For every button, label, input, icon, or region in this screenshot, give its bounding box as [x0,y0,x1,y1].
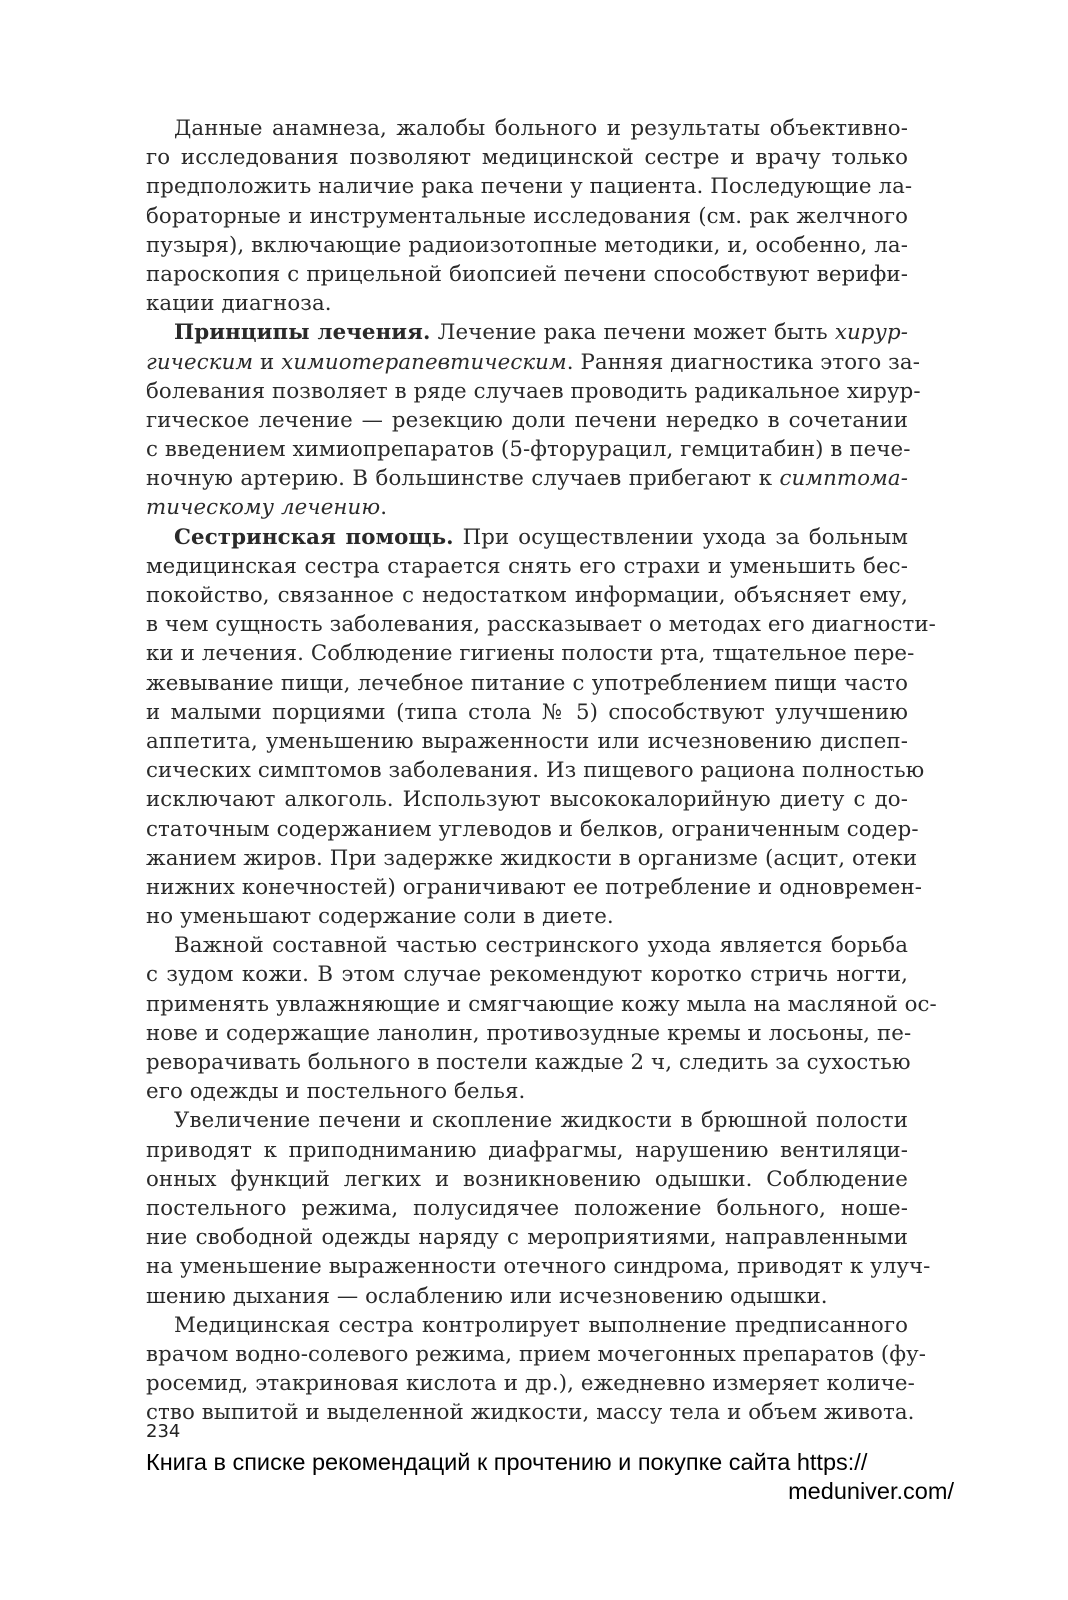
text-line [146,1194,908,1223]
text-line [146,815,919,844]
paragraph [146,1311,927,1428]
text-run: аппетита, уменьшению выраженности или исчезновению диспеп- [146,728,908,754]
text-run: гическое лечение — резекцию доли печени нередко в сочетании [146,407,908,433]
page-number: 234 [146,1421,181,1442]
text-run: медицинская сестра старается снять его страхи и уменьшить бес- [146,553,908,579]
text-run: статочным содержанием углеводов и белков, ограниченным содер- [146,816,919,842]
text-run: в чем сущность заболевания, рассказывает о методах его диагности- [146,612,936,638]
text-line [146,377,921,406]
text-run: с зудом кожи. В этом случае рекомендуют коротко стричь ногти, [146,962,908,988]
text-run: пароскопия с прицельной биопсией печени способствуют верифи- [146,261,908,287]
text-line [146,639,915,668]
text-run: Увеличение печени и скопление жидкости в брюшной полости [174,1108,908,1134]
text-line [146,552,908,581]
text-run: го исследования позволяют медицинской сестре и врачу только [146,145,908,171]
text-line [146,143,908,172]
italic-run: химиотерапевтическим [281,349,567,375]
text-run: ночную артерию. В большинстве случаев прибегают к [146,466,780,492]
italic-run: гическим [146,349,254,375]
italic-run: хирур- [834,320,908,346]
text-run: его одежды и постельного белья. [146,1079,526,1105]
text-run: предположить наличие рака печени у пациента. Последующие ла- [146,174,913,200]
italic-run: симптома- [779,466,908,492]
bold-run: Принципы лечения. [174,320,431,346]
text-line [146,1252,931,1281]
text-run: пузыря), включающие радиоизотопные методики, и, особенно, ла- [146,232,908,258]
bold-run: Сестринская помощь. [174,524,454,550]
text-line [146,581,908,610]
text-line [146,727,908,756]
text-line [146,931,908,960]
text-line [146,114,908,143]
text-line [146,1311,908,1340]
footer-line-1: Книга в списке рекомендаций к прочтению и покупке сайта https:// [146,1449,868,1475]
text-run: применять увлажняющие и смягчающие кожу мыла на масляной ос- [146,991,937,1017]
text-run: жанием жиров. При задержке жидкости в организме (асцит, отеки [146,845,918,871]
text-run: При осуществлении ухода за больным [453,524,908,550]
text-line [146,318,908,347]
text-line [146,669,908,698]
paragraph [146,318,921,522]
text-run: ки и лечения. Соблюдение гигиены полости рта, тщательное пере- [146,641,915,667]
text-line [146,523,908,552]
text-run: росемид, этакриновая кислота и др.), ежедневно измеряет количе- [146,1371,915,1397]
text-run: Важной составной частью сестринского ухода является борьба [174,933,908,959]
footer-note [146,1448,954,1506]
text-run: нижних конечностей) ограничивают ее потребление и одновремен- [146,874,923,900]
text-line [146,1019,912,1048]
footer-line-2: meduniver.com/ [788,1478,954,1504]
body-text [146,114,937,1427]
text-run: шению дыхания — ослаблению или исчезновению одышки. [146,1283,828,1309]
text-run: онных функций легких и возникновению одышки. Соблюдение [146,1166,908,1192]
text-run: кации диагноза. [146,291,332,317]
text-run: постельного режима, полусидячее положение больного, ноше- [146,1195,908,1221]
text-line [146,902,908,931]
text-line [146,260,908,289]
paragraph [146,523,936,932]
text-run: приводят к приподниманию диафрагмы, нарушению вентиляци- [146,1137,908,1163]
text-line [146,172,913,201]
text-run: но уменьшают содержание соли в диете. [146,904,614,930]
text-line [146,1340,927,1369]
text-line [146,1369,915,1398]
text-line [146,844,918,873]
text-run: врачом водно-солевого режима, прием мочегонных препаратов (фу- [146,1341,927,1367]
text-run: Данные анамнеза, жалобы больного и результаты объективно- [174,116,908,141]
text-run: на уменьшение выраженности отечного синдрома, приводят к улуч- [146,1254,931,1280]
text-run: сических симптомов заболевания. Из пищевого рациона полностью [146,758,925,784]
text-line [146,785,908,814]
text-line [146,990,937,1019]
text-line [146,406,908,435]
paragraph [146,1106,931,1310]
text-line [146,1106,908,1135]
text-line [146,1048,911,1077]
text-line [146,610,936,639]
text-run: исключают алкоголь. Используют высококалорийную диету с до- [146,787,908,813]
text-run: Медицинская сестра контролирует выполнение предписанного [174,1312,908,1338]
text-run: болевания позволяет в ряде случаев проводить радикальное хирур- [146,378,921,404]
text-run: . [380,495,388,521]
text-line [146,1398,915,1427]
italic-run: тическому лечению [146,495,381,521]
text-line [146,1165,908,1194]
text-run: Лечение рака печени может быть [430,320,835,346]
text-run: и малыми порциями (типа стола № 5) способствуют улучшению [146,699,908,725]
text-line [146,1282,908,1311]
text-run: нове и содержащие ланолин, противозудные кремы и лосьоны, пе- [146,1020,912,1046]
text-line [146,873,923,902]
text-run: с введением химиопрепаратов (5-фторурацил, гемцитабин) в пече- [146,437,911,463]
text-run: покойство, связанное с недостатком информации, объясняет ему, [146,583,908,608]
text-line [146,464,908,493]
text-line [146,289,908,318]
text-line [146,348,920,377]
text-line [146,1077,908,1106]
paragraph [146,931,937,1106]
text-line [146,231,908,260]
paragraph [146,114,913,318]
text-run: бораторные и инструментальные исследования (см. рак желчного [146,203,908,229]
text-line [146,960,908,989]
text-run: . Ранняя диагностика этого за- [566,349,920,375]
text-run: и [253,349,282,375]
text-line [146,435,911,464]
text-line [146,756,925,785]
text-run: ние свободной одежды наряду с мероприятиями, направленными [146,1225,908,1251]
text-run: жевывание пищи, лечебное питание с употреблением пищи часто [146,670,908,696]
text-run: ство выпитой и выделенной жидкости, массу тела и объем живота. [146,1400,915,1426]
text-line [146,698,908,727]
text-line [146,1223,908,1252]
text-line [146,202,908,231]
text-run: реворачивать больного в постели каждые 2 ч, следить за сухостью [146,1050,911,1075]
text-line [146,493,908,522]
text-line [146,1136,908,1165]
